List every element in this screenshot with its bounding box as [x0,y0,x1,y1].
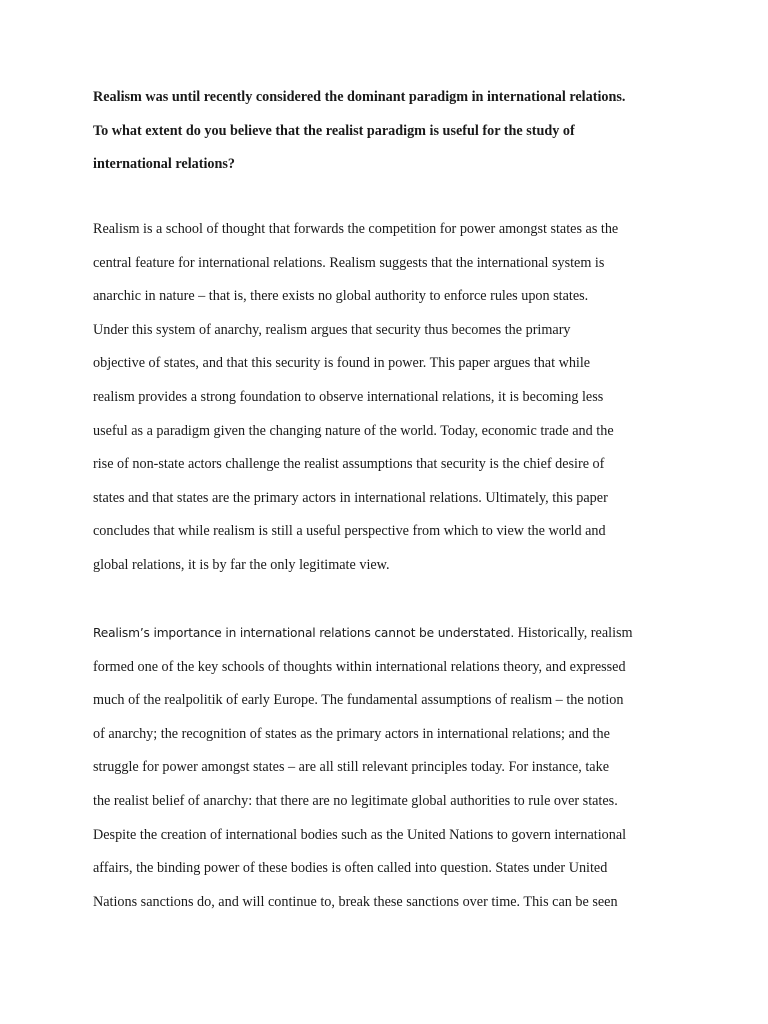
paragraph-line: the realist belief of anarchy: that there are no legitimate global authorities to rule over states. [93,792,618,809]
paragraph-line: Under this system of anarchy, realism argues that security thus becomes the primary [93,321,571,338]
sentence-continuation: Historically, realism [514,625,633,641]
font-shift-sentence: Realism’s importance in international relations cannot be understated. [93,626,515,640]
paragraph-line: struggle for power amongst states – are all still relevant principles today. For instance, take [93,759,609,776]
paragraph-introduction [93,213,693,583]
essay-question [93,81,693,182]
paragraph-line: Realism is a school of thought that forwards the competition for power amongst states as the [93,221,619,237]
paragraph-line: affairs, the binding power of these bodies is often called into question. States under United [93,860,608,877]
paragraph-line: of anarchy; the recognition of states as the primary actors in international relations; and the [93,725,610,742]
paragraph-line: anarchic in nature – that is, there exists no global authority to enforce rules upon states. [93,288,589,305]
question-line: To what extent do you believe that the realist paradigm is useful for the study of [93,122,575,139]
paragraph-line: Despite the creation of international bodies such as the United Nations to govern international [93,826,627,843]
paragraph-line: global relations, it is by far the only legitimate view. [93,556,390,573]
paragraph-line: formed one of the key schools of thoughts within international relations theory, and expressed [93,658,626,675]
paragraph-line: objective of states, and that this security is found in power. This paper argues that while [93,355,591,372]
paragraph-line: concludes that while realism is still a useful perspective from which to view the world and [93,523,606,540]
paragraph-line: useful as a paradigm given the changing nature of the world. Today, economic trade and the [93,422,614,439]
paragraph-line: rise of non-state actors challenge the realist assumptions that security is the chief desire of [93,456,605,473]
paragraph-importance [93,617,693,919]
paragraph-line: realism provides a strong foundation to observe international relations, it is becoming less [93,388,604,405]
paragraph-line: states and that states are the primary actors in international relations. Ultimately, this paper [93,489,608,506]
paragraph-line: much of the realpolitik of early Europe. The fundamental assumptions of realism – the notion [93,692,624,709]
question-line: international relations? [93,156,236,173]
question-line: Realism was until recently considered the dominant paradigm in international relations. [93,89,626,105]
paragraph-line: central feature for international relations. Realism suggests that the international system is [93,254,605,271]
paragraph-line: Nations sanctions do, and will continue to, break these sanctions over time. This can be seen [93,893,618,910]
paragraph-first-line [93,617,693,651]
